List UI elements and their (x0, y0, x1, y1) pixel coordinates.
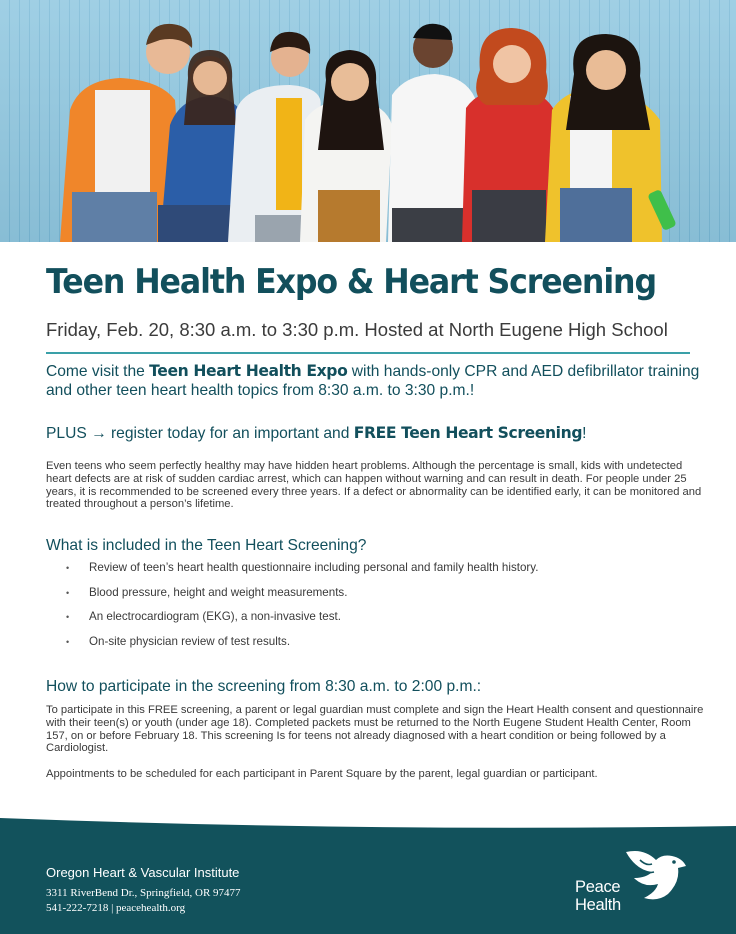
logo-text-health: Health (575, 896, 621, 914)
teen-7 (545, 34, 677, 242)
hero-photo (0, 0, 736, 242)
appointments-paragraph: Appointments to be scheduled for each participant in Parent Square by the parent, legal guardian or participant. (46, 768, 598, 780)
expo-intro (46, 362, 716, 400)
list-item: • An electrocardiogram (EKG), a non-invasive test. (66, 610, 538, 635)
event-date-location: Friday, Feb. 20, 8:30 a.m. to 3:30 p.m. Hosted at North Eugene High School (46, 319, 668, 340)
list-item: • Blood pressure, height and weight measurements. (66, 586, 538, 611)
participate-paragraph: To participate in this FREE screening, a parent or legal guardian must complete and sign the Heart Health consent and questionnaire with their teen(s) or youth (under age 18). Completed packets must be returned to the North Eugene Student Health Center, Room 157, on or before February 18. This screening Is for teens not already diagnosed with a heart condition or being followed by a Cardiologist. (46, 704, 704, 755)
intro-text-before: Come visit the (46, 363, 150, 380)
plus-text-before: PLUS → register today for an important and (46, 425, 354, 442)
intro-highlight: Teen Heart Health Expo (149, 362, 348, 380)
divider (46, 352, 690, 354)
hidden-problems-paragraph: Even teens who seem perfectly healthy may have hidden heart problems. Although the percentage is small, kids with undetected heart defects are at risk of sudden cardiac arrest, which can happen without warning and can result in death. For people under 25 years, it is recommended to be screened every three years. If a defect or abnormality can be identified early, it can be monitored and treated throughout a person’s lifetime. (46, 460, 702, 511)
footer-contact: 541-222-7218 | peacehealth.org (46, 902, 186, 914)
included-heading: What is included in the Teen Heart Screening? (46, 537, 367, 554)
teen-5 (388, 24, 475, 242)
plus-highlight: FREE Teen Heart Screening (353, 424, 583, 442)
page-title: Teen Health Expo & Heart Screening (46, 262, 656, 302)
participate-heading: How to participate in the screening from 8:30 a.m. to 2:00 p.m.: (46, 678, 482, 695)
dove-icon (622, 848, 688, 904)
list-item: • Review of teen’s heart health questionnaire including personal and family health history. (66, 561, 538, 586)
intro-text-after: with hands-only CPR and AED defibrillator training and other teen heart health topics from 8:30 a.m. to 3:30 p.m.! (46, 363, 700, 399)
logo-text-peace: Peace (575, 878, 621, 896)
footer-org-name: Oregon Heart & Vascular Institute (46, 865, 240, 880)
plus-text-after: ! (582, 425, 587, 442)
teens-group-illustration (0, 0, 736, 242)
plus-callout (46, 424, 586, 443)
included-list (66, 561, 538, 659)
teen-6 (462, 28, 555, 242)
list-item: • On-site physician review of test results. (66, 635, 538, 660)
teen-4 (300, 50, 392, 242)
footer-address: 3311 RiverBend Dr., Springfield, OR 97477 (46, 887, 241, 899)
